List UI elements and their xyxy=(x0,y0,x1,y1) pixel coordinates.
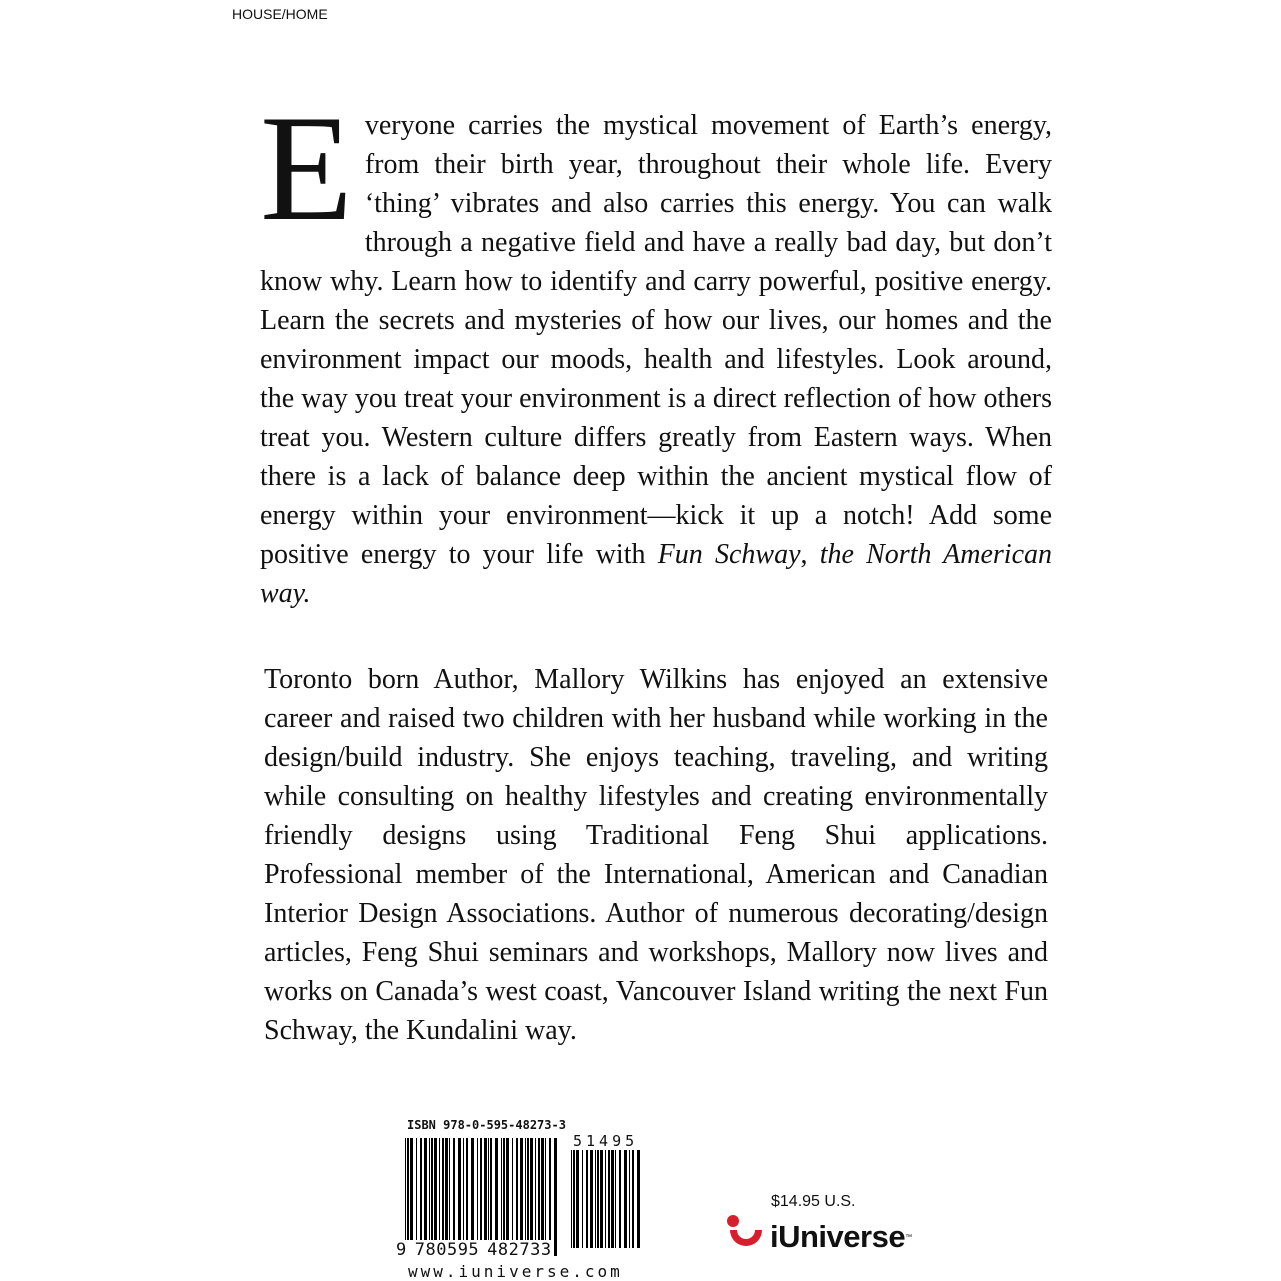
publisher-logo xyxy=(724,1214,912,1260)
barcode-bar xyxy=(597,1150,599,1248)
barcode-bar xyxy=(600,1150,603,1248)
barcode-bar xyxy=(576,1150,579,1248)
publisher-name: iUniverse xyxy=(770,1219,906,1254)
barcode-bar xyxy=(527,1138,529,1246)
barcode-bar xyxy=(535,1138,536,1246)
barcode-bar xyxy=(586,1150,588,1248)
barcode-bar xyxy=(525,1138,526,1246)
barcode-bar xyxy=(554,1138,557,1256)
barcode-bar xyxy=(541,1138,544,1246)
barcode-bar xyxy=(595,1150,596,1248)
barcode-bar xyxy=(632,1150,634,1248)
barcode-bar xyxy=(420,1138,422,1246)
barcode-bars-addon xyxy=(569,1150,641,1258)
drop-cap: E xyxy=(260,84,353,252)
barcode-bar xyxy=(516,1138,518,1246)
barcode-bar xyxy=(520,1138,523,1246)
trademark: ™ xyxy=(905,1233,913,1241)
barcode-bar xyxy=(471,1138,474,1246)
barcode-bar xyxy=(407,1138,409,1256)
iuniverse-logo-icon xyxy=(724,1214,766,1260)
barcode-bar xyxy=(434,1138,437,1246)
barcode-bar xyxy=(429,1138,430,1246)
barcode-bar xyxy=(445,1138,448,1246)
barcode-number-group2: 482733 xyxy=(487,1240,552,1260)
barcode-bar xyxy=(463,1138,464,1246)
barcode-bar xyxy=(611,1150,614,1248)
blurb-tagline: the North American way. xyxy=(260,539,1053,609)
addon-number: 51495 xyxy=(573,1132,639,1150)
barcode-bar xyxy=(637,1150,640,1248)
barcode-bar xyxy=(503,1138,505,1246)
barcode-bar xyxy=(405,1138,406,1256)
barcode-bar xyxy=(545,1138,546,1246)
author-bio: Toronto born Author, Mallory Wilkins has enjoyed an extensive career and raised two children with her husband while working in the design/build industry. She enjoys teaching, traveling, and writing while consulting on healthy lifestyles and creating environmentally friendly designs using Traditional Feng Shui applications. Professional member of the International, American and Canadian Interior Design Associations. Author of numerous decorating/design articles, Feng Shui seminars and workshops, Mallory now lives and works on Canada’s west coast, Vancouver Island writing the next Fun Schway, the Kundalini way. xyxy=(264,664,1048,1046)
barcode-bar xyxy=(590,1150,593,1248)
barcode-bar xyxy=(466,1138,468,1246)
barcode-bar xyxy=(453,1138,455,1246)
blurb-comma: , xyxy=(800,539,820,570)
barcode-bar xyxy=(458,1138,461,1246)
barcode-bars-main xyxy=(403,1138,561,1256)
barcode-number xyxy=(395,1240,553,1260)
barcode-bar xyxy=(449,1138,450,1246)
barcode-bar xyxy=(571,1150,572,1248)
barcode-bar xyxy=(416,1138,417,1246)
blurb-title: Fun Schway xyxy=(657,539,801,570)
barcode-number-first: 9 xyxy=(396,1240,407,1260)
price: $14.95 U.S. xyxy=(771,1193,856,1210)
barcode-bar xyxy=(608,1150,610,1248)
category-label: HOUSE/HOME xyxy=(232,6,328,22)
barcode-bar xyxy=(549,1138,551,1246)
barcode-bar xyxy=(573,1150,575,1248)
barcode-bar xyxy=(615,1150,616,1248)
barcode-bar xyxy=(431,1138,433,1246)
barcode-bar xyxy=(410,1138,413,1246)
isbn-barcode xyxy=(395,1118,655,1278)
barcode-bar xyxy=(424,1138,427,1246)
isbn-label: ISBN 978-0-595-48273-3 xyxy=(407,1118,566,1132)
barcode-bar xyxy=(501,1138,502,1246)
barcode-bar xyxy=(582,1150,583,1248)
barcode-number-group1: 780595 xyxy=(414,1240,480,1260)
barcode-bar xyxy=(624,1150,627,1248)
book-blurb xyxy=(260,84,1053,613)
barcode-bar xyxy=(439,1138,440,1246)
barcode-bar xyxy=(490,1138,492,1246)
barcode-bar xyxy=(484,1138,487,1256)
barcode-bar xyxy=(442,1138,444,1246)
barcode-bar xyxy=(619,1150,621,1248)
barcode-bar xyxy=(477,1138,478,1246)
barcode-bar xyxy=(506,1138,509,1246)
barcode-bar xyxy=(629,1150,630,1248)
barcode-bar xyxy=(530,1138,533,1246)
barcode-bar xyxy=(495,1138,498,1246)
barcode-bar xyxy=(512,1138,513,1246)
barcode-bar xyxy=(605,1150,606,1248)
barcode-bar xyxy=(538,1138,540,1246)
barcode-bar xyxy=(480,1138,482,1256)
barcode-bar xyxy=(488,1138,489,1246)
blurb-text: veryone carries the mystical movement of Earth’s energy, from their birth year, throughout their whole life. Every ‘thing’ vibrates and also carries this energy. You can walk through a negative field and have a really bad day, but don’t know why. Learn how to identify and carry powerful, positive energy. Learn the secrets and mysteries of how our lives, our homes and the environment impact our moods, health and lifestyles. Look around, the way you treat your environment is a direct reflection of how others treat you. Western culture differs greatly from Eastern ways. When there is a lack of balance deep within the ancient mystical flow of energy within your environment—kick it up a notch! Add some positive energy to your life with xyxy=(260,110,1052,570)
publisher-website: www.iuniverse.com xyxy=(408,1262,623,1281)
